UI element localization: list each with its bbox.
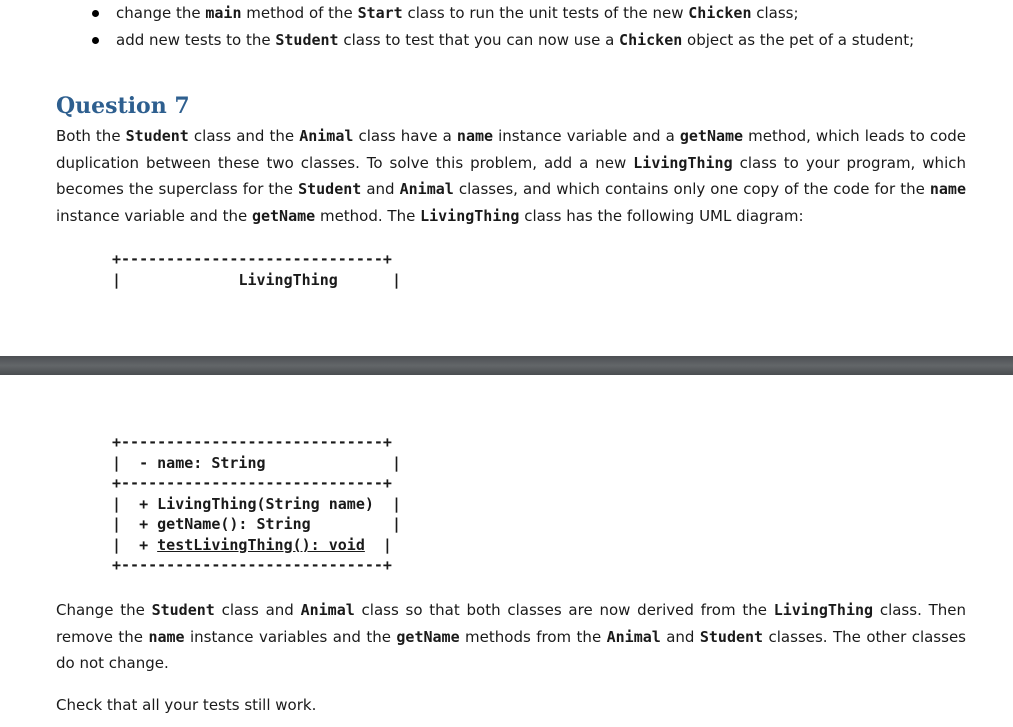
code: Student [275,31,339,49]
text: class to run the unit tests of the new [402,4,689,22]
text: change the [116,4,206,22]
text: add new tests to the [116,31,276,49]
code: Chicken [688,4,752,22]
question-heading: Question 7 [56,93,190,119]
code: main [205,4,242,22]
instruction-paragraph: Change the Student class and Animal class so that both classes are now derived from the LivingThing class. Then remove the name instance variables and the getName methods from the Animal and Student classes. The other classes do not change. [56,601,967,672]
text: method of the [241,4,358,22]
uml-class-name: LivingThing [238,270,338,289]
bullet-item [88,27,988,54]
uml-method: | + LivingThing(String name) | [112,494,401,513]
page-divider [0,356,1013,375]
text: class; [751,4,799,22]
code: Start [357,4,403,22]
bullet-list [88,0,988,54]
check-paragraph: Check that all your tests still work. [56,696,317,714]
uml-method: testLivingThing(): void [157,535,365,554]
uml-diagram-bottom: +-----------------------------+ | - name: String | +-----------------------------+ | + LivingThing(String name) | | + getName(): String | | + testLivingThing(): void | +-----------------------------+ [112,433,401,574]
text: object as the pet of a student; [682,31,915,49]
bullet-item [88,0,988,27]
uml-diagram-top: +-----------------------------+ | LivingThing | [112,250,401,289]
code: Chicken [619,31,683,49]
text: class to test that you can now use a [338,31,620,49]
question-paragraph: Both the Student class and the Animal class have a name instance variable and a getName method, which leads to code duplication between these two classes. To solve this problem, add a new LivingThing class to your program, which becomes the superclass for the Student and Animal classes, and which contains only one copy of the code for the name instance variable and the getName method. The LivingThing class has the following UML diagram: [56,127,966,225]
uml-method: | + getName(): String | [112,515,401,533]
uml-field: | - name: String | [112,453,401,472]
